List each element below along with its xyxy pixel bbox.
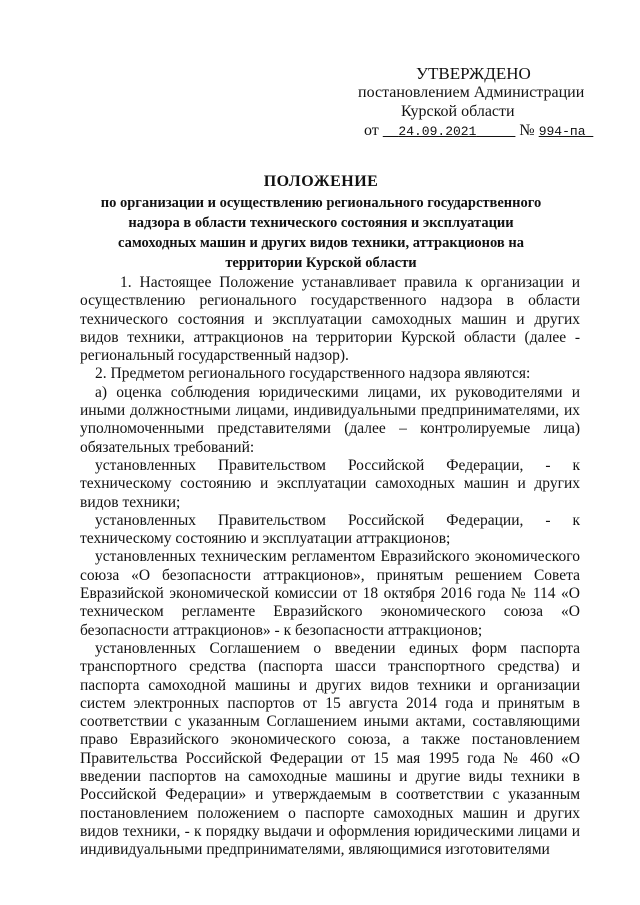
paragraph-requirement-3: установленных техническим регламентом Евразийского экономического союза «О безопасности аттракционов», принятым решением Совета Евразийской экономической комиссии от 18 октября 2016 года № 114 «О техническом регламенте Евразийского экономического союза «О безопасности аттракционов» - к безопасности аттракционов; [80,548,580,639]
approval-stamp [358,64,588,141]
approval-title: УТВЕРЖДЕНО [416,64,531,83]
title-line-3: самоходных машин и других видов техники, аттракционов на [118,235,524,251]
document-body [80,274,580,860]
paragraph-2: 2. Предметом регионального государственного надзора являются: [95,365,531,383]
date-prefix: от [364,122,379,139]
paragraph-1: 1. Настоящее Положение устанавливает правила к организации и осуществлению регионального государственного надзора в области технического состояния и эксплуатации самоходных машин и других видов техники, аттракционов на территории Курской области (далее - региональный государственный надзор). [80,274,580,365]
number-prefix: № [519,122,535,139]
paragraph-requirement-2: установленных Правительством Российской Федерации, - к техническому состоянию и эксплуатации аттракционов; [80,511,580,548]
approval-date [383,124,516,139]
approval-issuer: постановлением Администрации [358,84,585,101]
paragraph-requirement-1: установленных Правительством Российской Федерации, - к техническому состоянию и эксплуатации самоходных машин и других видов техники; [80,456,580,511]
approval-number [539,124,594,139]
paragraph-2a: а) оценка соблюдения юридическими лицами, их руководителями и иными должностными лицами, индивидуальными предпринимателями, их уполномоченными представителями (далее – контролируемые лица) обязательных требований: [80,383,580,456]
title-line-1: по организации и осуществлению регионального государственного [100,195,542,211]
approval-region: Курской области [401,103,515,120]
document-title [95,172,547,273]
approval-date-number [358,121,588,141]
title-line-2: надзора в области технического состояния и эксплуатации [128,215,514,231]
number-value: 994-па [538,124,586,139]
title-heading: ПОЛОЖЕНИЕ [263,173,379,190]
title-line-4: территории Курской области [225,255,417,271]
paragraph-requirement-4: установленных Соглашением о введении единых форм паспорта транспортного средства (паспорта шасси транспортного средства) и паспорта самоходной машины и других видов техники и организации систем электронных паспортов от 15 августа 2014 года и принятым в соответствии с указанным Соглашением иными актами, составляющими право Евразийского экономического союза, а также постановлением Правительства Российской Федерации от 15 мая 1995 года № 460 «О введении паспортов на самоходные машины и другие виды техники в Российской Федерации» и утверждаемым в соответствии с указанным постановлением положением о паспорте самоходных машин и других видов техники, - к порядку выдачи и оформления юридическими лицами и индивидуальными предпринимателями, являющимися изготовителями [80,639,580,859]
date-value: 24.09.2021 [398,124,477,139]
